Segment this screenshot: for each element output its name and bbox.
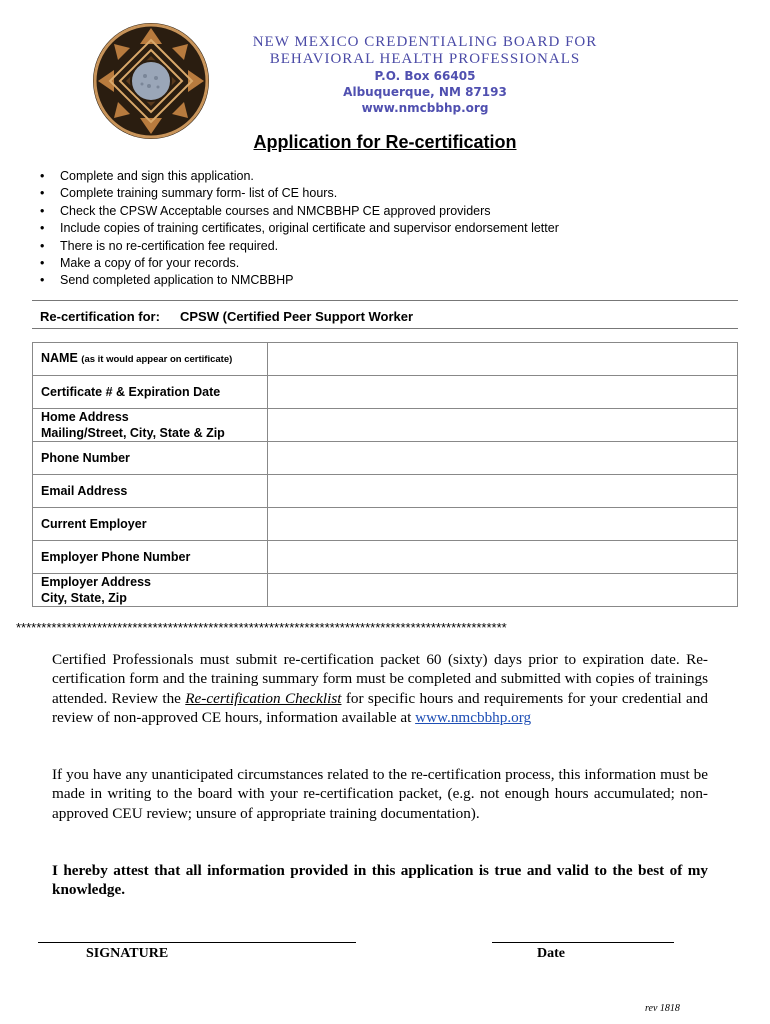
employer-phone-field[interactable] xyxy=(268,541,738,574)
home-address-label xyxy=(33,409,268,442)
org-website: www.nmcbbhp.org xyxy=(361,101,489,115)
applicant-form xyxy=(32,342,738,607)
table-row xyxy=(33,508,738,541)
home-address-label-line2: Mailing/Street, City, State & Zip xyxy=(41,426,225,440)
date-line[interactable] xyxy=(492,942,674,943)
email-field[interactable] xyxy=(268,475,738,508)
instruction-list xyxy=(38,168,559,290)
employer-address-label-line2: City, State, Zip xyxy=(41,591,127,605)
name-note: (as it would appear on certificate) xyxy=(81,354,233,365)
website-link[interactable]: www.nmcbbhp.org xyxy=(415,709,532,727)
board-logo xyxy=(92,22,210,140)
list-item: • Check the CPSW Acceptable courses and NMCBBHP CE approved providers xyxy=(38,203,559,220)
recertification-label: Re-certification for: xyxy=(40,309,160,324)
table-row xyxy=(33,541,738,574)
list-item: • There is no re-certification fee required. xyxy=(38,238,559,255)
po-box: P.O. Box 66405 xyxy=(374,69,476,83)
para1-text-a: Certified Professionals must submit re-certification packet 60 (sixty) days prior to expiration date. Re-certification form and the training summary form must be completed and submitted with copies of trainings attended. Review the xyxy=(52,651,708,707)
recertification-value[interactable]: CPSW (Certified Peer Support Worker xyxy=(180,309,414,324)
divider xyxy=(32,300,738,301)
signature-label: SIGNATURE xyxy=(86,946,169,961)
signature-line[interactable] xyxy=(38,942,356,943)
asterisk-separator: ************************************************************************************************* xyxy=(16,620,507,635)
table-row xyxy=(33,343,738,376)
employer-phone-label: Employer Phone Number xyxy=(33,541,268,574)
page-title: Application for Re-certification xyxy=(253,132,517,152)
employer-address-label-line1: Employer Address xyxy=(41,575,151,589)
recertification-checklist-link[interactable]: Re-certification Checklist xyxy=(185,689,342,707)
list-item: • Complete training summary form- list of CE hours. xyxy=(38,185,559,202)
certificate-field[interactable] xyxy=(268,376,738,409)
name-label: NAME xyxy=(41,351,78,365)
phone-label: Phone Number xyxy=(33,442,268,475)
employer-address-label xyxy=(33,574,268,607)
employer-address-field[interactable] xyxy=(268,574,738,607)
home-address-label-line1: Home Address xyxy=(41,410,129,424)
name-field[interactable] xyxy=(268,343,738,376)
unanticipated-circumstances: If you have any unanticipated circumstances related to the re-certification process, this information must be made in writing to the board with your re-certification packet, (e.g. not enough hours accumulated; non-approved CEU review; unsure of appropriate training documentation). xyxy=(52,766,708,822)
employer-label: Current Employer xyxy=(33,508,268,541)
org-name-line2: BEHAVIORAL HEALTH PROFESSIONALS xyxy=(269,51,581,67)
table-row xyxy=(33,442,738,475)
certificate-label: Certificate # & Expiration Date xyxy=(33,376,268,409)
city-state-zip: Albuquerque, NM 87193 xyxy=(343,85,507,99)
phone-field[interactable] xyxy=(268,442,738,475)
organization-header xyxy=(215,34,635,116)
email-label: Email Address xyxy=(33,475,268,508)
table-row xyxy=(33,574,738,607)
list-item: • Complete and sign this application. xyxy=(38,168,559,185)
revision-number: rev 1818 xyxy=(645,1003,680,1014)
recertification-type xyxy=(40,309,413,324)
list-item: • Send completed application to NMCBBHP xyxy=(38,272,559,289)
attestation-statement: I hereby attest that all information provided in this application is true and valid to the best of my knowledge. xyxy=(52,862,708,899)
submission-instructions xyxy=(52,650,708,728)
divider xyxy=(32,328,738,329)
employer-field[interactable] xyxy=(268,508,738,541)
name-label-cell xyxy=(33,343,268,376)
para1-text-b: for specific hours and requirements for your credential and review of non-approved CE hours, information available at xyxy=(52,689,708,727)
date-label: Date xyxy=(537,946,565,961)
table-row xyxy=(33,409,738,442)
list-item: • Make a copy of for your records. xyxy=(38,255,559,272)
org-name-line1: NEW MEXICO CREDENTIALING BOARD FOR xyxy=(252,34,598,50)
table-row xyxy=(33,376,738,409)
table-row xyxy=(33,475,738,508)
home-address-field[interactable] xyxy=(268,409,738,442)
list-item: • Include copies of training certificates, original certificate and supervisor endorsement letter xyxy=(38,220,559,237)
